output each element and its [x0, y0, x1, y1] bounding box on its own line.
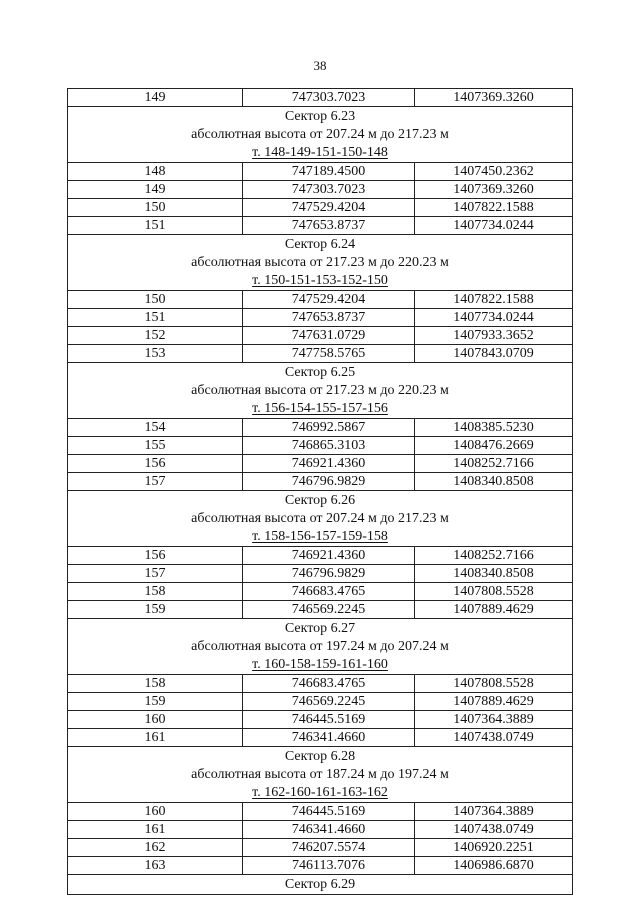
x-coordinate-cell: 746569.2245	[243, 693, 415, 711]
x-coordinate-cell: 746921.4360	[243, 547, 415, 565]
table-row	[68, 583, 573, 601]
table-row	[68, 309, 573, 327]
point-number-cell: 152	[68, 327, 243, 345]
sector-altitude: абсолютная высота от 217.23 м до 220.23 м	[191, 383, 449, 398]
point-number-cell: 159	[68, 601, 243, 619]
point-number-cell: 150	[68, 199, 243, 217]
y-coordinate-cell: 1408385.5230	[415, 419, 573, 437]
sector-header-cell	[68, 363, 573, 419]
table-row	[68, 711, 573, 729]
table-row	[68, 437, 573, 455]
y-coordinate-cell: 1407933.3652	[415, 327, 573, 345]
sector-header-row	[68, 747, 573, 803]
point-number-cell: 148	[68, 163, 243, 181]
table-row	[68, 547, 573, 565]
y-coordinate-cell: 1407843.0709	[415, 345, 573, 363]
table-row	[68, 181, 573, 199]
sector-header-row	[68, 363, 573, 419]
sector-header-cell	[68, 875, 573, 895]
table-row	[68, 729, 573, 747]
point-number-cell: 150	[68, 291, 243, 309]
table-row	[68, 291, 573, 309]
point-number-cell: 160	[68, 803, 243, 821]
sector-altitude: абсолютная высота от 217.23 м до 220.23 м	[191, 255, 449, 270]
table-row	[68, 199, 573, 217]
y-coordinate-cell: 1407734.0244	[415, 309, 573, 327]
table-row	[68, 693, 573, 711]
sector-header-row	[68, 107, 573, 163]
y-coordinate-cell: 1407364.3889	[415, 711, 573, 729]
sector-title: Сектор 6.27	[284, 621, 356, 636]
sector-altitude: абсолютная высота от 197.24 м до 207.24 м	[191, 639, 449, 654]
point-number-cell: 153	[68, 345, 243, 363]
table-row	[68, 821, 573, 839]
sector-title: Сектор 6.24	[284, 237, 356, 252]
y-coordinate-cell: 1408340.8508	[415, 473, 573, 491]
point-number-cell: 157	[68, 473, 243, 491]
y-coordinate-cell: 1408340.8508	[415, 565, 573, 583]
y-coordinate-cell: 1407822.1588	[415, 199, 573, 217]
x-coordinate-cell: 746683.4765	[243, 583, 415, 601]
table-row	[68, 327, 573, 345]
point-number-cell: 159	[68, 693, 243, 711]
y-coordinate-cell: 1407808.5528	[415, 675, 573, 693]
table-row	[68, 839, 573, 857]
y-coordinate-cell: 1407450.2362	[415, 163, 573, 181]
sector-header-row	[68, 235, 573, 291]
y-coordinate-cell: 1407889.4629	[415, 601, 573, 619]
y-coordinate-cell: 1407889.4629	[415, 693, 573, 711]
x-coordinate-cell: 747189.4500	[243, 163, 415, 181]
point-number-cell: 157	[68, 565, 243, 583]
x-coordinate-cell: 746207.5574	[243, 839, 415, 857]
point-number-cell: 156	[68, 455, 243, 473]
x-coordinate-cell: 746921.4360	[243, 455, 415, 473]
x-coordinate-cell: 746341.4660	[243, 729, 415, 747]
sector-points: т. 148-149-151-150-148	[252, 145, 388, 160]
sector-header-cell	[68, 491, 573, 547]
sector-header-row	[68, 875, 573, 895]
x-coordinate-cell: 747529.4204	[243, 291, 415, 309]
point-number-cell: 162	[68, 839, 243, 857]
x-coordinate-cell: 747303.7023	[243, 181, 415, 199]
x-coordinate-cell: 746113.7076	[243, 857, 415, 875]
sector-altitude: абсолютная высота от 187.24 м до 197.24 м	[191, 767, 449, 782]
sector-header-cell	[68, 747, 573, 803]
point-number-cell: 149	[68, 181, 243, 199]
y-coordinate-cell: 1407369.3260	[415, 89, 573, 107]
sector-header-row	[68, 491, 573, 547]
sector-title: Сектор 6.23	[284, 109, 356, 124]
point-number-cell: 161	[68, 821, 243, 839]
point-number-cell: 151	[68, 217, 243, 235]
point-number-cell: 151	[68, 309, 243, 327]
x-coordinate-cell: 746796.9829	[243, 473, 415, 491]
point-number-cell: 154	[68, 419, 243, 437]
table-row	[68, 473, 573, 491]
sector-title: Сектор 6.26	[284, 493, 356, 508]
y-coordinate-cell: 1408476.2669	[415, 437, 573, 455]
point-number-cell: 163	[68, 857, 243, 875]
table-row	[68, 455, 573, 473]
table-row	[68, 857, 573, 875]
x-coordinate-cell: 746865.3103	[243, 437, 415, 455]
sector-points: т. 150-151-153-152-150	[252, 273, 388, 288]
y-coordinate-cell: 1408252.7166	[415, 455, 573, 473]
y-coordinate-cell: 1407822.1588	[415, 291, 573, 309]
y-coordinate-cell: 1408252.7166	[415, 547, 573, 565]
y-coordinate-cell: 1407438.0749	[415, 821, 573, 839]
page-number: 38	[313, 58, 327, 73]
x-coordinate-cell: 746341.4660	[243, 821, 415, 839]
sector-altitude: абсолютная высота от 207.24 м до 217.23 м	[191, 127, 449, 142]
sector-points: т. 156-154-155-157-156	[252, 401, 388, 416]
sector-header-cell	[68, 619, 573, 675]
sector-title: Сектор 6.28	[284, 749, 356, 764]
x-coordinate-cell: 747303.7023	[243, 89, 415, 107]
y-coordinate-cell: 1407369.3260	[415, 181, 573, 199]
table-row	[68, 803, 573, 821]
point-number-cell: 149	[68, 89, 243, 107]
sector-points: т. 158-156-157-159-158	[252, 529, 388, 544]
x-coordinate-cell: 747758.5765	[243, 345, 415, 363]
table-row	[68, 675, 573, 693]
x-coordinate-cell: 747529.4204	[243, 199, 415, 217]
y-coordinate-cell: 1407438.0749	[415, 729, 573, 747]
x-coordinate-cell: 746683.4765	[243, 675, 415, 693]
point-number-cell: 155	[68, 437, 243, 455]
x-coordinate-cell: 746445.5169	[243, 803, 415, 821]
point-number-cell: 158	[68, 583, 243, 601]
sector-header-cell	[68, 107, 573, 163]
table-row	[68, 345, 573, 363]
coordinates-table	[67, 88, 573, 895]
sector-header-cell	[68, 235, 573, 291]
y-coordinate-cell: 1406986.6870	[415, 857, 573, 875]
table-row	[68, 601, 573, 619]
coordinates-table-body	[68, 89, 573, 895]
x-coordinate-cell: 747653.8737	[243, 217, 415, 235]
table-row	[68, 163, 573, 181]
point-number-cell: 158	[68, 675, 243, 693]
point-number-cell: 156	[68, 547, 243, 565]
sector-points: т. 160-158-159-161-160	[252, 657, 388, 672]
x-coordinate-cell: 746569.2245	[243, 601, 415, 619]
point-number-cell: 161	[68, 729, 243, 747]
x-coordinate-cell: 747653.8737	[243, 309, 415, 327]
x-coordinate-cell: 746445.5169	[243, 711, 415, 729]
y-coordinate-cell: 1407808.5528	[415, 583, 573, 601]
table-row	[68, 217, 573, 235]
table-row	[68, 419, 573, 437]
x-coordinate-cell: 746796.9829	[243, 565, 415, 583]
sector-title: Сектор 6.29	[284, 877, 356, 892]
y-coordinate-cell: 1406920.2251	[415, 839, 573, 857]
table-row	[68, 89, 573, 107]
sector-points: т. 162-160-161-163-162	[252, 785, 388, 800]
y-coordinate-cell: 1407734.0244	[415, 217, 573, 235]
y-coordinate-cell: 1407364.3889	[415, 803, 573, 821]
sector-altitude: абсолютная высота от 207.24 м до 217.23 м	[191, 511, 449, 526]
table-row	[68, 565, 573, 583]
sector-title: Сектор 6.25	[284, 365, 356, 380]
sector-header-row	[68, 619, 573, 675]
x-coordinate-cell: 747631.0729	[243, 327, 415, 345]
point-number-cell: 160	[68, 711, 243, 729]
x-coordinate-cell: 746992.5867	[243, 419, 415, 437]
